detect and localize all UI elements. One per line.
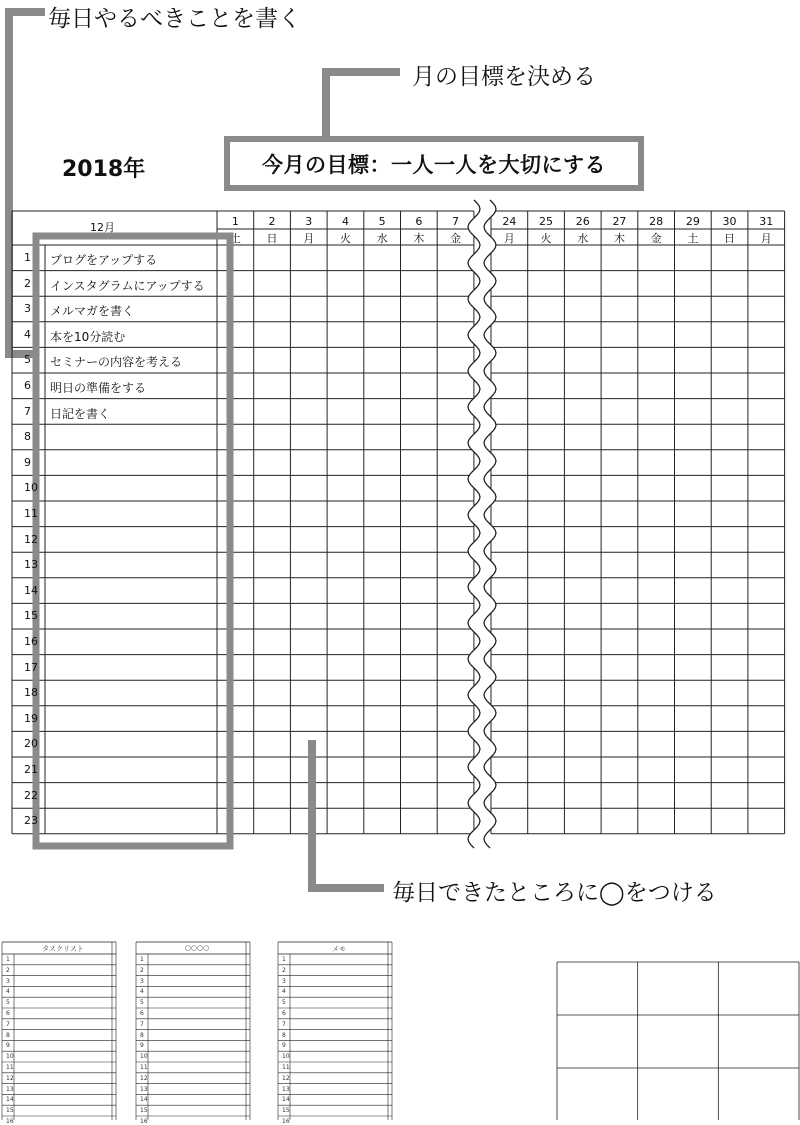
weekday: 火 xyxy=(540,232,552,245)
mini-row-number: 16 xyxy=(140,1118,148,1125)
wave-break-fill xyxy=(468,200,496,848)
callout-goal-text: 月の目標を決める xyxy=(412,64,596,90)
row-number: 11 xyxy=(24,507,38,520)
year-label: 2018年 xyxy=(62,157,146,182)
mini-row-number: 16 xyxy=(6,1118,14,1125)
mini-row-number: 10 xyxy=(282,1053,290,1061)
weekday: 金 xyxy=(450,232,462,245)
mini-row-number: 10 xyxy=(140,1053,148,1061)
mini-row-number: 6 xyxy=(140,1010,144,1017)
callout-goal-bar-horizontal xyxy=(322,68,400,76)
wave-break-right-edge xyxy=(484,200,496,848)
weekday: 月 xyxy=(303,232,315,245)
mini-row-number: 4 xyxy=(140,988,144,996)
mini-row-number: 14 xyxy=(140,1096,148,1104)
mini-row-number: 12 xyxy=(140,1074,148,1082)
mini-row-number: 11 xyxy=(6,1064,14,1071)
day-number: 31 xyxy=(759,215,774,228)
callout-mark-text: 毎日できたところに◯をつける xyxy=(392,880,717,906)
weekday: 月 xyxy=(503,232,515,245)
task-item: インスタグラムにアップする xyxy=(50,278,205,293)
task-item: セミナーの内容を考える xyxy=(50,355,183,370)
weekday: 金 xyxy=(650,232,662,245)
callout-tasks-bar-bottom xyxy=(5,350,37,358)
mini-row-number: 15 xyxy=(282,1107,290,1115)
row-number: 7 xyxy=(24,404,31,418)
mini-row-number: 7 xyxy=(282,1020,286,1028)
mini-row-number: 3 xyxy=(140,977,144,985)
mini-row-number: 1 xyxy=(140,956,144,963)
day-number: 25 xyxy=(539,215,554,228)
mini-row-number: 13 xyxy=(6,1085,14,1093)
day-number: 2 xyxy=(268,215,276,228)
mini-row-number: 14 xyxy=(6,1096,14,1104)
mini-row-number: 4 xyxy=(6,988,10,996)
mini-row-number: 15 xyxy=(6,1107,14,1115)
row-number: 12 xyxy=(24,532,38,546)
mini-row-number: 9 xyxy=(140,1042,144,1050)
weekday: 日 xyxy=(724,232,736,245)
mini-row-number: 3 xyxy=(282,977,286,985)
mini-row-number: 13 xyxy=(140,1085,148,1093)
row-number: 4 xyxy=(24,327,31,341)
callout-goal-bar-vertical xyxy=(322,68,330,138)
mini-row-number: 8 xyxy=(282,1031,286,1039)
mini-row-number: 15 xyxy=(140,1107,148,1115)
mini-row-number: 7 xyxy=(140,1020,144,1028)
mini-sheet-title: メモ xyxy=(332,945,346,953)
day-number: 30 xyxy=(722,215,737,228)
mini-row-number: 5 xyxy=(140,999,144,1007)
mini-row-number: 4 xyxy=(282,988,286,996)
day-number: 6 xyxy=(415,215,423,228)
weekday: 月 xyxy=(760,232,772,245)
weekday: 日 xyxy=(266,232,278,245)
mini-row-number: 14 xyxy=(282,1096,290,1104)
weekday: 水 xyxy=(577,232,589,245)
mini-row-number: 2 xyxy=(6,966,10,974)
weekday: 火 xyxy=(339,232,351,245)
mini-row-number: 5 xyxy=(6,999,10,1007)
mini-row-number: 2 xyxy=(282,966,286,974)
row-number: 1 xyxy=(24,251,31,264)
mini-row-number: 12 xyxy=(282,1074,290,1082)
mini-row-number: 2 xyxy=(140,966,144,974)
mini-row-number: 6 xyxy=(282,1010,286,1017)
row-number: 23 xyxy=(24,814,38,828)
row-number: 22 xyxy=(24,788,38,802)
day-number: 5 xyxy=(378,215,386,228)
mini-row-number: 7 xyxy=(6,1020,10,1028)
task-item: ブログをアップする xyxy=(50,253,158,267)
callout-tasks-text: 毎日やるべきことを書く xyxy=(48,6,301,32)
callout-mark-bar-vertical xyxy=(308,740,316,892)
mini-row-number: 8 xyxy=(140,1031,144,1039)
task-item: メルマガを書く xyxy=(50,304,135,319)
row-number: 13 xyxy=(24,558,38,572)
mini-row-number: 11 xyxy=(282,1064,290,1071)
mini-row-number: 3 xyxy=(6,977,10,985)
task-item: 本を10分読む xyxy=(50,329,126,344)
day-number: 28 xyxy=(649,215,664,228)
row-number: 2 xyxy=(24,276,31,290)
task-item: 明日の準備をする xyxy=(50,381,147,395)
weekday: 木 xyxy=(613,232,625,245)
row-number: 8 xyxy=(24,430,31,444)
mini-sheet-title: ○○○○ xyxy=(184,944,210,952)
weekday: 水 xyxy=(376,232,388,245)
mini-row-number: 5 xyxy=(282,999,286,1007)
row-number: 20 xyxy=(24,737,38,751)
day-number: 3 xyxy=(305,215,313,228)
row-number: 9 xyxy=(24,455,31,469)
mini-row-number: 10 xyxy=(6,1053,14,1061)
mini-row-number: 13 xyxy=(282,1085,290,1093)
mini-row-number: 9 xyxy=(282,1042,286,1050)
monthly-goal-text: 今月の目標：一人一人を大切にする xyxy=(262,152,606,177)
day-number: 26 xyxy=(575,215,590,228)
mini-row-number: 8 xyxy=(6,1031,10,1039)
mini-row-number: 16 xyxy=(282,1118,290,1125)
day-number: 24 xyxy=(502,215,517,228)
row-number: 3 xyxy=(24,302,31,316)
mini-row-number: 6 xyxy=(6,1010,10,1017)
mini-row-number: 1 xyxy=(6,956,10,963)
row-number: 6 xyxy=(24,379,31,392)
mini-row-number: 12 xyxy=(6,1074,14,1082)
monthly-goal-box xyxy=(224,136,644,191)
month-label: 12月 xyxy=(90,221,115,234)
weekday: 土 xyxy=(229,232,241,245)
day-number: 1 xyxy=(231,215,239,228)
row-number: 10 xyxy=(24,481,38,495)
callout-tasks-bar-vertical xyxy=(5,8,13,358)
mini-row-number: 9 xyxy=(6,1042,10,1050)
row-number: 14 xyxy=(24,583,38,597)
day-number: 7 xyxy=(452,215,460,228)
row-number: 15 xyxy=(24,609,38,623)
row-number: 5 xyxy=(24,353,31,367)
task-item: 日記を書く xyxy=(50,406,111,421)
row-number: 18 xyxy=(24,686,38,700)
day-number: 29 xyxy=(685,215,700,228)
weekday: 木 xyxy=(413,232,425,245)
day-number: 27 xyxy=(612,215,627,228)
mini-sheet-title: タスクリスト xyxy=(42,945,84,953)
row-number: 17 xyxy=(24,660,38,674)
row-number: 21 xyxy=(24,763,38,776)
weekday: 土 xyxy=(687,232,699,245)
row-number: 19 xyxy=(24,711,38,725)
mini-row-number: 1 xyxy=(282,956,286,963)
wave-break-left-edge xyxy=(468,200,480,848)
day-number: 4 xyxy=(341,215,349,228)
row-number: 16 xyxy=(24,635,38,648)
callout-mark-bar-horizontal xyxy=(308,884,384,892)
mini-row-number: 11 xyxy=(140,1064,148,1071)
